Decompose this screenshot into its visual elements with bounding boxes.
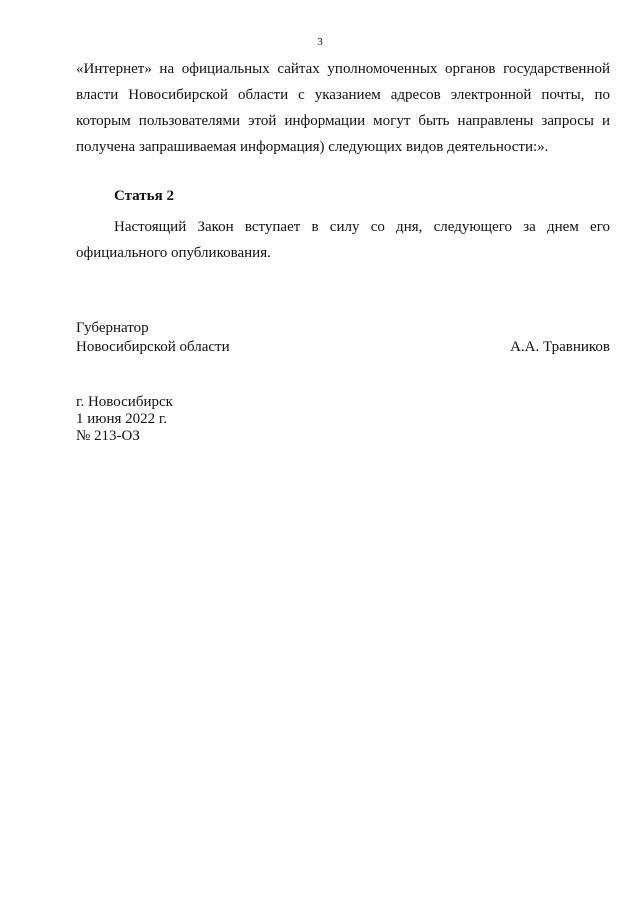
signatory-position-line-2: Новосибирской области [76,339,230,355]
paragraph-effective-date: Настоящий Закон вступает в силу со дня, следующего за днем его официального опубликования. [76,219,610,261]
article-heading: Статья 2 [114,188,174,204]
paragraph-continuation: «Интернет» на официальных сайтах уполномоченных органов государственной власти Новосибирской области с указанием адресов электронной почты, по которым пользователями этой информации могут быть направлены запросы и получена запрашиваемая информация) следующих видов деятельности:». [76,61,610,155]
signatory-name: А.А. Травников [510,339,610,355]
date: 1 июня 2022 г. [76,411,168,427]
page-number: 3 [317,36,323,48]
signatory-position-line-1: Губернатор [76,320,149,336]
place-date-number-block [76,394,173,445]
law-number: № 213-ОЗ [76,428,140,444]
place: г. Новосибирск [76,394,173,410]
signatory-position [76,319,230,357]
